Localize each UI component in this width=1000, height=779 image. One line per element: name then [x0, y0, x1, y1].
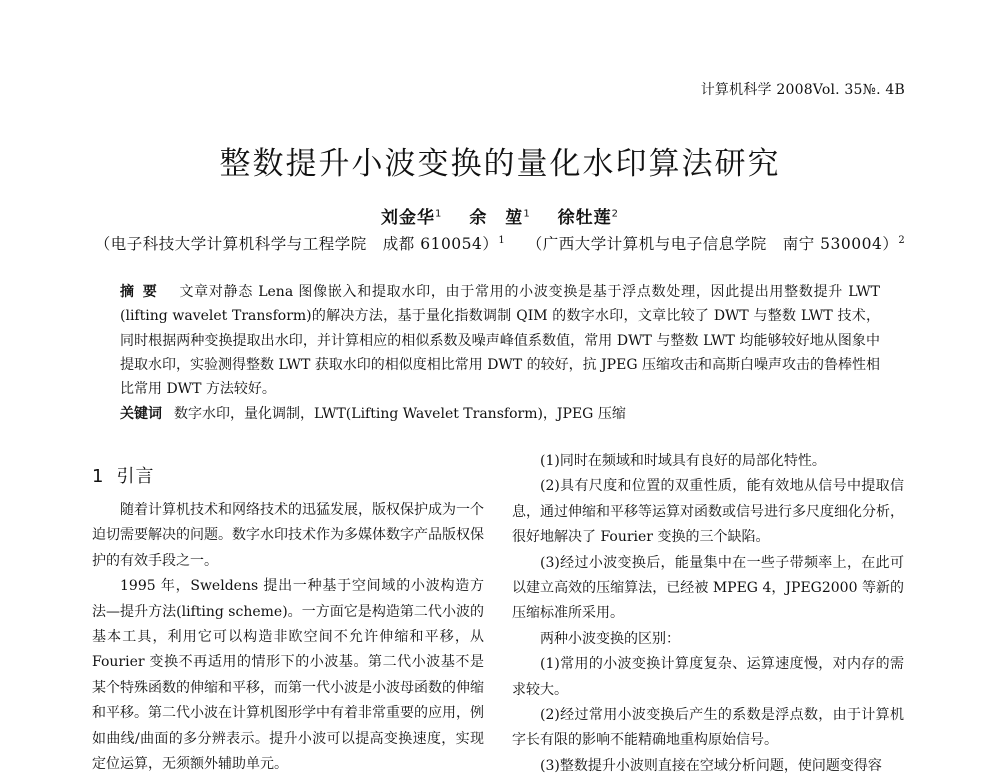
left-column [92, 498, 484, 777]
paragraph: (2)经过常用小波变换后产生的系数是浮点数，由于计算机字长有限的影响不能精确地重构原始信号。 [512, 707, 904, 749]
section-heading [92, 462, 154, 488]
author-name: 余 堃 [469, 208, 524, 228]
paragraph: (3)整数提升小波则直接在空域分析问题，使问题变得容 [540, 757, 882, 774]
paragraph: 1995 年，Sweldens 提出一种基于空间域的小波构造方法—提升方法(lifting scheme)。一方面它是构造第二代小波的基本工具，利用它可以构造非欧空间不允许伸缩和平移，从 Fourier 变换不再适用的情形下的小波基。第二代小波基不是某个特殊函数的伸缩和平移，而第一代小波是小波母函数的伸缩和平移。第二代小波在计算机图形学中有着非常重要的应用，例如曲线/曲面的多分辨表示。提升小波可以提高变换速度，实现定位运算，无须额外辅助单元。 [92, 578, 484, 773]
paragraph: (3)经过小波变换后，能量集中在一些子带频率上，在此可以建立高效的压缩算法，已经被 MPEG 4，JPEG2000 等新的压缩标准所采用。 [512, 554, 904, 622]
author-affiliation-mark: 1 [435, 208, 443, 220]
paragraph: (1)同时在频域和时域具有良好的局部化特性。 [540, 453, 826, 469]
affiliation: （电子科技大学计算机科学与工程学院 成都 610054）$^1$ [94, 234, 506, 253]
author-name: 徐牡莲 [557, 208, 612, 228]
author [558, 208, 619, 228]
author-list [0, 203, 1000, 228]
abstract [120, 280, 880, 401]
paper-title: 整数提升小波变换的量化水印算法研究 [219, 146, 781, 182]
affiliation-list [0, 232, 1000, 254]
keywords-label: 关键词 [120, 406, 162, 422]
author-affiliation-mark: 2 [611, 208, 619, 220]
section-number: 1 [92, 466, 105, 487]
affiliation: （广西大学计算机与电子信息学院 南宁 530004）$^2$ [526, 234, 906, 253]
right-column [512, 449, 904, 779]
paragraph: (1)常用的小波变换计算度复杂、运算速度慢，对内存的需求较大。 [512, 656, 904, 698]
section-title: 引言 [116, 466, 155, 487]
keywords [120, 402, 880, 426]
author-name: 刘金华 [381, 208, 436, 228]
journal-header: 计算机科学 2008Vol. 35№. 4B [700, 82, 905, 98]
abstract-text: 文章对静态 Lena 图像嵌入和提取水印，由于常用的小波变换是基于浮点数处理，因此提出用整数提升 LWT (lifting wavelet Transform)的解决方法，基于量化指数调制 QIM 的数字水印，文章比较了 DWT 与整数 LWT 技术，同时根据两种变换提取出水印，并计算相应的相似系数及噪声峰值系数值，常用 DWT 与整数 LWT 均能够较好地从图象中提取水印，实验测得整数 LWT 获取水印的相似度相比常用 DWT 的较好，抗 JPEG 压缩攻击和高斯白噪声攻击的鲁棒性相比常用 DWT 方法较好。 [120, 284, 881, 398]
keywords-text: 数字水印，量化调制，LWT(Lifting Wavelet Transform)，JPEG 压缩 [174, 406, 626, 422]
author [381, 208, 442, 228]
paragraph: (2)具有尺度和位置的双重性质，能有效地从信号中提取信息，通过伸缩和平移等运算对函数或信号进行多尺度细化分析，很好地解决了 Fourier 变换的三个缺陷。 [512, 478, 904, 546]
author [469, 208, 530, 228]
paragraph: 随着计算机技术和网络技术的迅猛发展，版权保护成为一个迫切需要解决的问题。数字水印技术作为多媒体数字产品版权保护的有效手段之一。 [92, 502, 484, 569]
author-affiliation-mark: 1 [523, 208, 531, 220]
paragraph: 两种小波变换的区别： [540, 630, 680, 647]
abstract-label: 摘要 [120, 284, 166, 300]
